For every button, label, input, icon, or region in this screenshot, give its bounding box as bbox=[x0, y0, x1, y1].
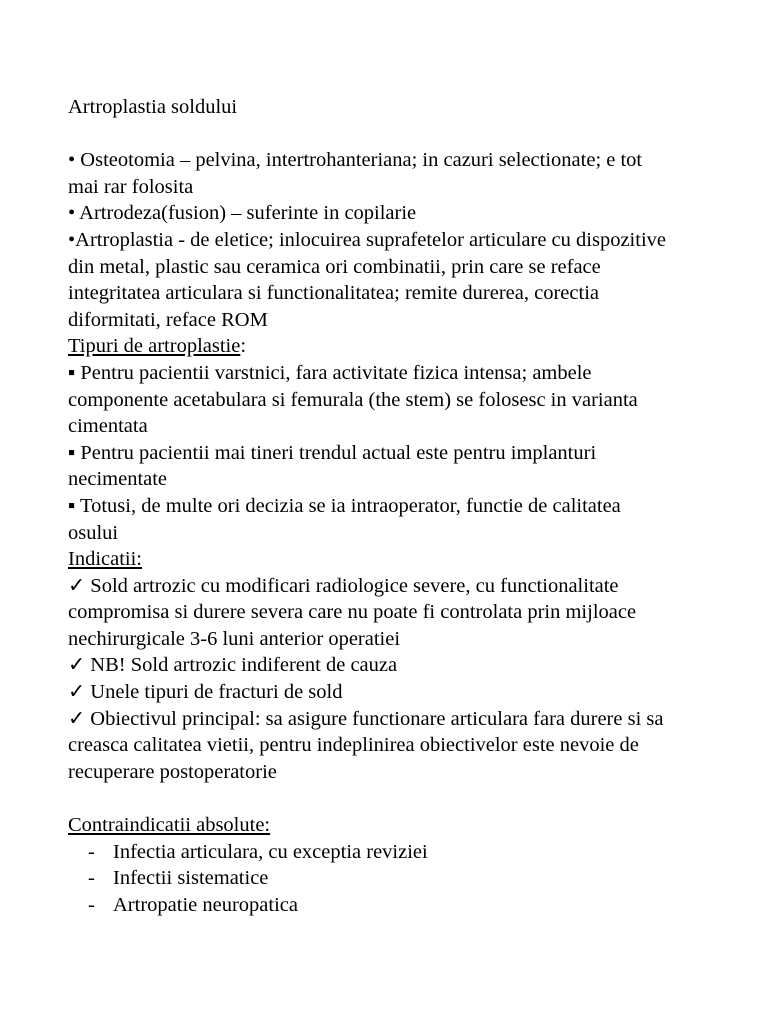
list-item-line: ✓ Unele tipuri de fracturi de sold bbox=[68, 681, 343, 704]
intro-item-artrodeza bbox=[68, 200, 738, 227]
dash-bullet: - bbox=[88, 840, 95, 863]
types-item bbox=[68, 493, 738, 546]
list-item-line: ✓ Obiectivul principal: sa asigure functionare articulara fara durere si sa bbox=[68, 707, 664, 730]
indications-item bbox=[68, 706, 738, 786]
contraindication-item bbox=[68, 892, 738, 919]
list-item-line: ▪ Pentru pacientii mai tineri trendul actual este pentru implanturi bbox=[68, 441, 597, 464]
spacer bbox=[68, 785, 738, 812]
indications-heading-text: Indicatii: bbox=[68, 548, 143, 571]
list-item-line: componente acetabulara si femurala (the stem) se folosesc in varianta bbox=[68, 388, 638, 411]
list-item-line: creasca calitatea vietii, pentru indeplinirea obiectivelor este nevoie de bbox=[68, 734, 639, 757]
list-item-line: osului bbox=[68, 521, 119, 544]
contraindications-section bbox=[68, 812, 738, 918]
list-item-line: ▪ Pentru pacientii varstnici, fara activitate fizica intensa; ambele bbox=[68, 361, 592, 384]
types-item bbox=[68, 360, 738, 440]
types-heading-colon: : bbox=[240, 335, 247, 358]
contraindications-heading-text: Contraindicatii absolute: bbox=[68, 814, 271, 837]
paragraph-line: din metal, plastic sau ceramica ori combinatii, prin care se reface bbox=[68, 255, 601, 278]
paragraph-line: • Artrodeza(fusion) – suferinte in copilarie bbox=[68, 202, 417, 225]
contraindications-heading bbox=[68, 812, 738, 839]
intro-section bbox=[68, 147, 738, 333]
contraindication-text: Artropatie neuropatica bbox=[113, 893, 298, 916]
paragraph-line: integritatea articulara si functionalitatea; remite durerea, corectia bbox=[68, 282, 599, 305]
indications-item bbox=[68, 679, 738, 706]
dash-bullet: - bbox=[88, 893, 95, 916]
list-item-line: recuperare postoperatorie bbox=[68, 760, 277, 783]
intro-item-osteotomia bbox=[68, 147, 738, 200]
indications-item bbox=[68, 652, 738, 679]
list-item-line: nechirurgicale 3-6 luni anterior operatiei bbox=[68, 627, 401, 650]
types-heading bbox=[68, 333, 738, 360]
contraindication-item bbox=[68, 865, 738, 892]
paragraph-line: •Artroplastia - de eletice; inlocuirea suprafetelor articulare cu dispozitive bbox=[68, 228, 666, 251]
contraindication-text: Infectia articulara, cu exceptia reviziei bbox=[113, 840, 428, 863]
paragraph-line: • Osteotomia – pelvina, intertrohanteriana; in cazuri selectionate; e tot bbox=[68, 149, 643, 172]
list-item-line: necimentate bbox=[68, 468, 168, 491]
paragraph-line: mai rar folosita bbox=[68, 175, 194, 198]
types-section bbox=[68, 333, 738, 546]
contraindication-item bbox=[68, 839, 738, 866]
list-item-line: ▪ Totusi, de multe ori decizia se ia intraoperator, functie de calitatea bbox=[68, 494, 621, 517]
indications-item bbox=[68, 573, 738, 653]
list-item-line: ✓ NB! Sold artrozic indiferent de cauza bbox=[68, 654, 398, 677]
types-item bbox=[68, 440, 738, 493]
paragraph-line: diformitati, reface ROM bbox=[68, 308, 268, 331]
spacer bbox=[68, 121, 738, 148]
types-heading-text: Tipuri de artroplastie bbox=[68, 335, 241, 358]
list-item-line: cimentata bbox=[68, 415, 148, 438]
indications-heading bbox=[68, 546, 738, 573]
list-item-line: ✓ Sold artrozic cu modificari radiologice severe, cu functionalitate bbox=[68, 574, 619, 597]
intro-item-artroplastia bbox=[68, 227, 738, 333]
document-title: Artroplastia soldului bbox=[68, 96, 238, 118]
dash-bullet: - bbox=[88, 867, 95, 890]
contraindication-text: Infectii sistematice bbox=[113, 867, 269, 890]
document-page bbox=[68, 94, 738, 918]
list-item-line: compromisa si durere severa care nu poate fi controlata prin mijloace bbox=[68, 601, 637, 624]
indications-section bbox=[68, 546, 738, 785]
